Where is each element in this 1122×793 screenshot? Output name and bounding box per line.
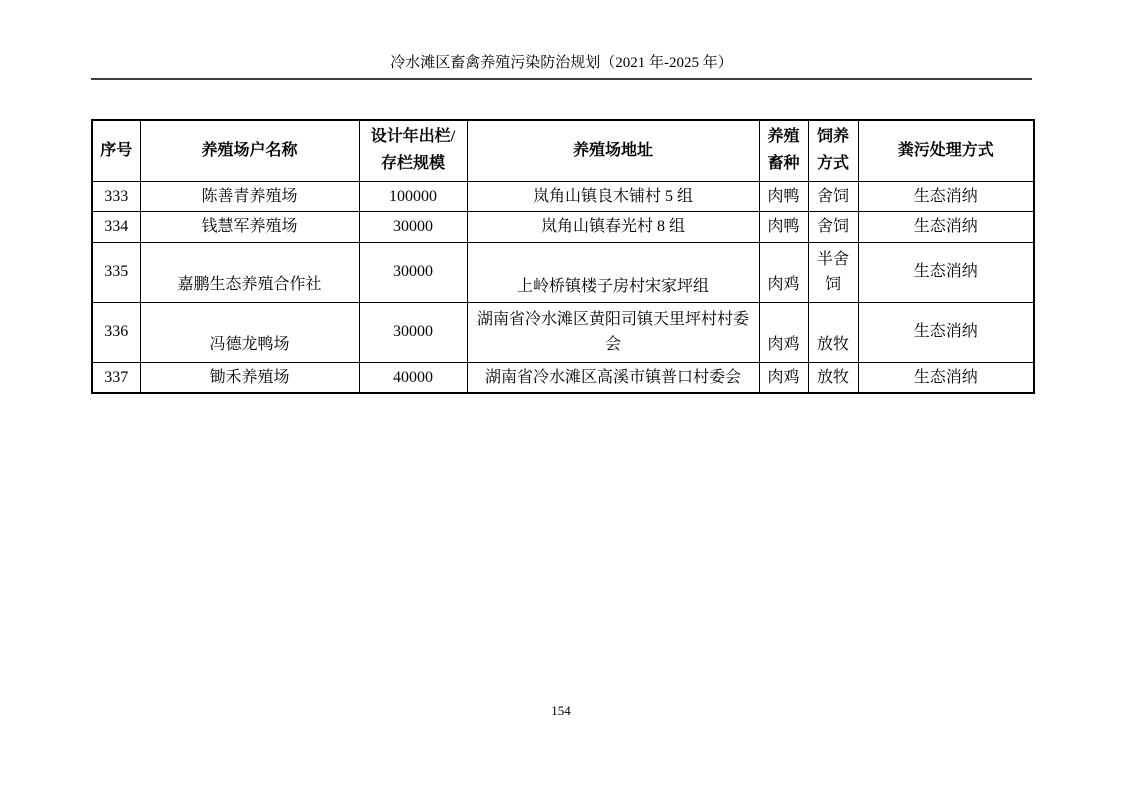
cell-method: 舍饲 [808, 181, 858, 212]
col-header-line: 存栏规模 [380, 154, 445, 172]
cell-scale: 30000 [359, 212, 467, 243]
col-header-scale [359, 120, 467, 181]
col-header-line: 序号 [100, 141, 133, 159]
page-header [91, 53, 1032, 80]
col-header-species [759, 120, 808, 181]
col-header-line: 方式 [816, 154, 849, 172]
cell-method: 放牧 [808, 302, 858, 362]
cell-method: 半舍饲 [808, 242, 858, 302]
cell-scale: 30000 [359, 302, 467, 362]
table-row [92, 212, 1034, 243]
cell-name: 陈善青养殖场 [140, 181, 359, 212]
cell-name: 钱慧军养殖场 [140, 212, 359, 243]
col-header-method [808, 120, 858, 181]
table-row [92, 181, 1034, 212]
col-header-name [140, 120, 359, 181]
cell-name: 锄禾养殖场 [140, 362, 359, 393]
cell-manure: 生态消纳 [858, 242, 1034, 302]
col-header-no [92, 120, 140, 181]
col-header-address [467, 120, 759, 181]
document-title: 冷水滩区畜禽养殖污染防治规划（2021 年-2025 年） [390, 55, 733, 71]
cell-manure: 生态消纳 [858, 362, 1034, 393]
cell-species: 肉鸭 [759, 212, 808, 243]
table-header-row [92, 120, 1034, 181]
cell-species: 肉鸡 [759, 362, 808, 393]
cell-no: 336 [92, 302, 140, 362]
col-header-manure [858, 120, 1034, 181]
cell-no: 337 [92, 362, 140, 393]
table-row [92, 302, 1034, 362]
col-header-line: 养殖场户名称 [201, 141, 298, 159]
cell-scale: 40000 [359, 362, 467, 393]
cell-scale: 30000 [359, 242, 467, 302]
cell-no: 333 [92, 181, 140, 212]
cell-address: 湖南省冷水滩区黄阳司镇天里坪村村委会 [467, 302, 759, 362]
cell-method: 放牧 [808, 362, 858, 393]
cell-address: 岚角山镇春光村 8 组 [467, 212, 759, 243]
cell-address: 岚角山镇良木铺村 5 组 [467, 181, 759, 212]
col-header-line: 养殖场地址 [572, 141, 653, 159]
col-header-line: 设计年出栏/ [370, 128, 456, 146]
cell-no: 334 [92, 212, 140, 243]
cell-name: 嘉鹏生态养殖合作社 [140, 242, 359, 302]
cell-method: 舍饲 [808, 212, 858, 243]
cell-species: 肉鸡 [759, 242, 808, 302]
cell-manure: 生态消纳 [858, 302, 1034, 362]
cell-no: 335 [92, 242, 140, 302]
col-header-line: 饲养 [816, 128, 849, 146]
cell-address: 湖南省冷水滩区高溪市镇普口村委会 [467, 362, 759, 393]
col-header-line: 畜种 [767, 154, 800, 172]
col-header-line: 养殖 [767, 128, 800, 146]
cell-name: 冯德龙鸭场 [140, 302, 359, 362]
cell-species: 肉鸡 [759, 302, 808, 362]
page-number: 154 [551, 703, 571, 718]
cell-address: 上岭桥镇楼子房村宋家坪组 [467, 242, 759, 302]
table-row [92, 242, 1034, 302]
farm-table [91, 119, 1035, 394]
cell-species: 肉鸭 [759, 181, 808, 212]
cell-manure: 生态消纳 [858, 212, 1034, 243]
cell-scale: 100000 [359, 181, 467, 212]
table-row [92, 362, 1034, 393]
cell-manure: 生态消纳 [858, 181, 1034, 212]
col-header-line: 粪污处理方式 [897, 141, 994, 159]
